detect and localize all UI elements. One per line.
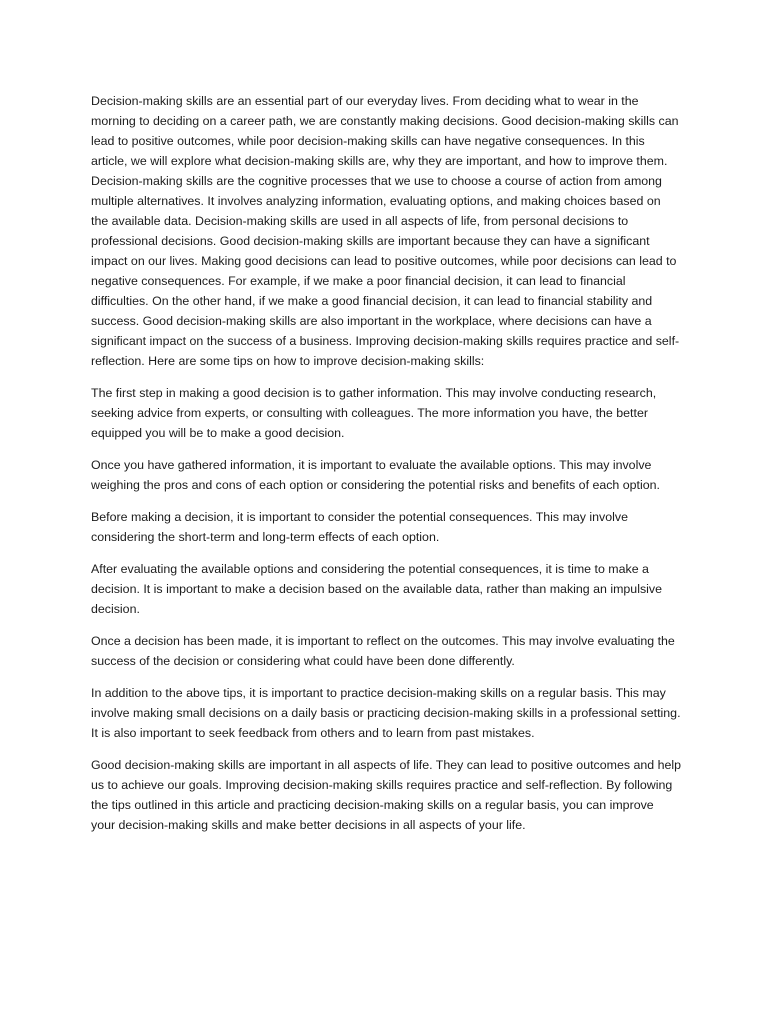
paragraph-make-decision: After evaluating the available options and considering the potential consequences, it is time to make a decision. It is important to make a decision based on the available data, rather than making an impulsive decision.: [91, 562, 662, 616]
paragraph-reflect-outcomes: Once a decision has been made, it is important to reflect on the outcomes. This may involve evaluating the success of the decision or considering what could have been done differently.: [91, 634, 675, 668]
paragraph-intro: Decision-making skills are an essential part of our everyday lives. From deciding what to wear in the morning to deciding on a career path, we are constantly making decisions. Good decision-making skills can lead to positive outcomes, while poor decision-making skills can have negative consequences. In this article, we will explore what decision-making skills are, why they are important, and how to improve them. Decision-making skills are the cognitive processes that we use to choose a course of action from among multiple alternatives. It involves analyzing information, evaluating options, and making choices based on the available data. Decision-making skills are used in all aspects of life, from personal decisions to professional decisions. Good decision-making skills are important because they can have a significant impact on our lives. Making good decisions can lead to positive outcomes, while poor decisions can lead to negative consequences. For example, if we make a poor financial decision, it can lead to financial difficulties. On the other hand, if we make a good financial decision, it can lead to financial stability and success. Good decision-making skills are also important in the workplace, where decisions can have a significant impact on the success of a business. Improving decision-making skills requires practice and self-reflection. Here are some tips on how to improve decision-making skills:: [91, 94, 680, 368]
paragraph-evaluate-options: Once you have gathered information, it is important to evaluate the available options. This may involve weighing the pros and cons of each option or considering the potential risks and benefits of each option.: [91, 458, 660, 492]
paragraph-conclusion: Good decision-making skills are important in all aspects of life. They can lead to positive outcomes and help us to achieve our goals. Improving decision-making skills requires practice and self-reflection. By following the tips outlined in this article and practicing decision-making skills on a regular basis, you can improve your decision-making skills and make better decisions in all aspects of your life.: [91, 758, 682, 832]
paragraph-consider-consequences: Before making a decision, it is important to consider the potential consequences. This may involve considering the short-term and long-term effects of each option.: [91, 510, 628, 544]
paragraph-practice: In addition to the above tips, it is important to practice decision-making skills on a regular basis. This may involve making small decisions on a daily basis or practicing decision-making skills in a professional setting. It is also important to seek feedback from others and to learn from past mistakes.: [91, 686, 681, 740]
document-body: [91, 91, 681, 847]
paragraph-gather-information: The first step in making a good decision is to gather information. This may involve conducting research, seeking advice from experts, or consulting with colleagues. The more information you have, the better equipped you will be to make a good decision.: [91, 386, 657, 440]
